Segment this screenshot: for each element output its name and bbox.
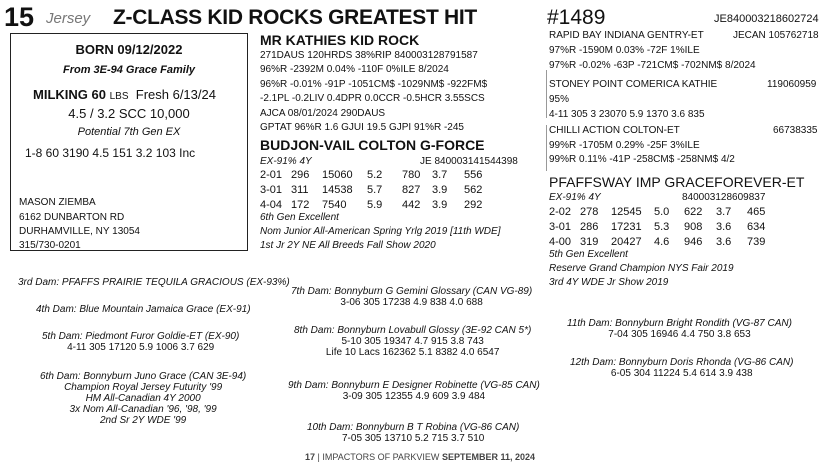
maternal-grandsire-name: CHILLI ACTION COLTON-ET <box>549 125 680 136</box>
dam-4 <box>36 304 251 315</box>
dam-title: 4th Dam: Blue Mountain Jamaica Grace (EX-91) <box>36 304 251 315</box>
divider <box>546 125 547 171</box>
maternal-granddam-record-cell: 465 <box>747 206 766 218</box>
maternal-granddam-record-cell: 20427 <box>611 236 642 248</box>
maternal-granddam-record-cell: 286 <box>580 221 599 233</box>
dam-title: 3rd Dam: PFAFFS PRAIRIE TEQUILA GRACIOUS (EX-93%) <box>18 277 290 288</box>
dam-note: Champion Royal Jersey Futurity '99 <box>64 382 223 393</box>
maternal-granddam-class: EX-91% 4Y <box>549 192 601 203</box>
publication-name: IMPACTORS OF PARKVIEW <box>322 452 440 462</box>
consignor-name: MASON ZIEMBA <box>19 197 96 208</box>
maternal-granddam-record-cell: 278 <box>580 206 599 218</box>
fresh-date: Fresh 6/13/24 <box>135 87 216 102</box>
maternal-granddam-record-cell: 3.7 <box>716 206 732 218</box>
paternal-grandsire-line: 97%R -0.02% -63P -721CM$ -702NM$ 8/2024 <box>549 60 756 71</box>
consignor-street: 6162 DUNBARTON RD <box>19 212 125 223</box>
born-date: BORN 09/12/2022 <box>75 42 183 57</box>
footer-separator: | <box>317 452 320 462</box>
maternal-granddam-record-cell: 4-00 <box>549 236 572 248</box>
page-number: 17 <box>305 452 316 462</box>
reg-number: #1489 <box>547 6 606 29</box>
dam-title: 7th Dam: Bonnyburn G Gemini Glossary (CAN VG-89) <box>291 286 533 297</box>
maternal-granddam-record-cell: 5.0 <box>654 206 670 218</box>
dam-name: BUDJON-VAIL COLTON G-FORCE <box>260 137 485 153</box>
dam-record: 7-04 305 16946 4.4 750 3.8 653 <box>608 329 751 340</box>
sire-line: GPTAT 96%R 1.6 GJUI 19.5 GJPI 91%R -245 <box>260 122 464 133</box>
dam-record-cell: 7540 <box>322 199 347 211</box>
maternal-granddam-record-cell: 3.6 <box>716 221 732 233</box>
dam-record-cell: 562 <box>464 184 483 196</box>
maternal-granddam-record-cell: 319 <box>580 236 599 248</box>
maternal-granddam-record-cell: 2-02 <box>549 206 572 218</box>
maternal-granddam-record-cell: 946 <box>684 236 703 248</box>
maternal-granddam-record-cell: 12545 <box>611 206 642 218</box>
dam-record-cell: 296 <box>291 169 310 181</box>
paternal-granddam-name: STONEY POINT COMERICA KATHIE <box>549 79 718 90</box>
dam-record-cell: 3.9 <box>432 199 448 211</box>
dam-record-cell: 5.7 <box>367 184 383 196</box>
sire-line: -2.1PL -0.2LIV 0.4DPR 0.0CCR -0.5HCR 3.55SCS <box>260 93 485 104</box>
maternal-granddam-record-cell: 3-01 <box>549 221 572 233</box>
potential: Potential 7th Gen EX <box>77 126 181 138</box>
dam-record: 3-09 305 12355 4.9 609 3.9 484 <box>342 391 486 402</box>
dam-title: 10th Dam: Bonnyburn B T Robina (VG-86 CAN) <box>307 422 520 433</box>
family: From 3E-94 Grace Family <box>62 64 196 76</box>
dam-12 <box>570 357 793 379</box>
milking-line <box>33 87 216 102</box>
dam-note: HM All-Canadian 4Y 2000 <box>85 393 201 404</box>
maternal-granddam-record-cell: 4.6 <box>654 236 670 248</box>
divider <box>546 70 547 118</box>
dam-title: 9th Dam: Bonnyburn E Designer Robinette (VG-85 CAN) <box>288 380 540 391</box>
components: 4.5 / 3.2 SCC 10,000 <box>68 106 190 121</box>
dam-5 <box>42 331 239 353</box>
dam-id: JE 840003141544398 <box>420 156 518 167</box>
milk-record: 1-8 60 3190 4.5 151 3.2 103 Inc <box>25 146 196 160</box>
breed-label: Jersey <box>46 10 91 27</box>
dam-title: 12th Dam: Bonnyburn Doris Rhonda (VG-86 CAN) <box>570 357 794 368</box>
dam-note: 2nd Sr 2Y WDE '99 <box>100 415 187 426</box>
dam-title: 8th Dam: Bonnyburn Lovabull Glossy (3E-92 CAN 5*) <box>294 325 532 336</box>
maternal-granddam-record-cell: 5.3 <box>654 221 670 233</box>
dam-6 <box>40 371 246 426</box>
dam-record-cell: 556 <box>464 169 483 181</box>
maternal-grandsire-id: 66738335 <box>773 125 818 136</box>
dam-11 <box>567 318 792 340</box>
dam-3 <box>18 277 290 288</box>
dam-record-cell: 311 <box>291 184 309 196</box>
sire-name: MR KATHIES KID ROCK <box>260 32 420 48</box>
maternal-granddam-note: 5th Gen Excellent <box>549 249 628 260</box>
paternal-granddam-id: 119060959 <box>767 79 817 90</box>
dam-note: Nom Junior All-American Spring Yrlg 2019 [11th WDE] <box>260 226 501 237</box>
paternal-granddam-line: 4-11 305 3 23070 5.9 1370 3.6 835 <box>549 109 705 120</box>
maternal-granddam-id: 840003128609837 <box>682 192 766 203</box>
dam-record-cell: 3.7 <box>432 169 448 181</box>
dam-note: 1st Jr 2Y NE All Breeds Fall Show 2020 <box>260 240 436 251</box>
dam-note: 3x Nom All-Canadian '96, '98, '99 <box>69 404 217 415</box>
paternal-grandsire-id: JECAN 105762718 <box>733 30 819 41</box>
maternal-granddam-name: PFAFFSWAY IMP GRACEFOREVER-ET <box>549 174 805 190</box>
dam-record-cell: 292 <box>464 199 483 211</box>
maternal-granddam-record-cell: 908 <box>684 221 703 233</box>
dam-record: 6-05 304 11224 5.4 614 3.9 438 <box>610 368 753 379</box>
dam-record-cell: 827 <box>402 184 421 196</box>
id-number: JE840003218602724 <box>714 13 819 25</box>
dam-9 <box>288 380 540 402</box>
lot-number: 15 <box>4 2 35 32</box>
paternal-grandsire-name: RAPID BAY INDIANA GENTRY-ET <box>549 30 704 41</box>
dam-title: 5th Dam: Piedmont Furor Goldie-ET (EX-90) <box>42 331 240 342</box>
dam-title: 6th Dam: Bonnyburn Juno Grace (CAN 3E-94) <box>40 371 247 382</box>
maternal-granddam-record-cell: 634 <box>747 221 766 233</box>
maternal-granddam-record-cell: 3.6 <box>716 236 732 248</box>
dam-title: 11th Dam: Bonnyburn Bright Rondith (VG-87 CAN) <box>567 318 792 329</box>
maternal-grandsire-line: 99%R -1705M 0.29% -25F 3%ILE <box>549 140 700 151</box>
dam-record-cell: 2-01 <box>260 169 283 181</box>
maternal-granddam-note: 3rd 4Y WDE Jr Show 2019 <box>549 277 669 288</box>
consignor-city: DURHAMVILLE, NY 13054 <box>19 226 140 237</box>
dam-record-cell: 172 <box>291 199 310 211</box>
dam-record-cell: 5.2 <box>367 169 383 181</box>
consignor-phone: 315/730-0201 <box>19 240 81 251</box>
milking-unit: LBS <box>109 91 129 102</box>
publication-date: SEPTEMBER 11, 2024 <box>441 452 535 462</box>
dam-record: 3-06 305 17238 4.9 838 4.0 688 <box>340 297 483 308</box>
sire-line: 96%R -0.01% -91P -1051CM$ -1029NM$ -922FM$ <box>260 79 488 90</box>
dam-record-cell: 442 <box>402 199 421 211</box>
milking-value: 60 <box>91 87 106 102</box>
dam-10 <box>307 422 519 444</box>
dam-record: 5-10 305 19347 4.7 915 3.8 743 <box>341 336 484 347</box>
maternal-granddam-note: Reserve Grand Champion NYS Fair 2019 <box>549 263 734 274</box>
maternal-grandsire-line: 99%R 0.11% -41P -258CM$ -258NM$ 4/2 <box>549 154 735 165</box>
info-box <box>10 33 248 251</box>
dam-record: 7-05 305 13710 5.2 715 3.7 510 <box>341 433 485 444</box>
dam-record-cell: 4-04 <box>260 199 283 211</box>
paternal-grandsire-line: 97%R -1590M 0.03% -72F 1%ILE <box>549 45 700 56</box>
dam-note: 6th Gen Excellent <box>260 212 339 223</box>
page-footer <box>0 452 840 462</box>
dam-record-cell: 3-01 <box>260 184 283 196</box>
dam-record-cell: 15060 <box>322 169 353 181</box>
animal-name: Z-CLASS KID ROCKS GREATEST HIT <box>113 6 477 29</box>
dam-8 <box>294 325 531 358</box>
dam-record-cell: 14538 <box>322 184 353 196</box>
dam-record-cell: 3.9 <box>432 184 448 196</box>
maternal-granddam-record-cell: 622 <box>684 206 703 218</box>
dam-record: 4-11 305 17120 5.9 1006 3.7 629 <box>67 342 215 353</box>
maternal-granddam-record-cell: 739 <box>747 236 766 248</box>
maternal-granddam-record-cell: 17231 <box>611 221 642 233</box>
dam-record-cell: 5.9 <box>367 199 383 211</box>
dam-record: Life 10 Lacs 162362 5.1 8382 4.0 6547 <box>325 347 500 358</box>
dam-record-cell: 780 <box>402 169 421 181</box>
dam-7 <box>291 286 532 308</box>
dam-class: EX-91% 4Y <box>260 156 312 167</box>
sire-line: 96%R -2392M 0.04% -110F 0%ILE 8/2024 <box>260 64 449 75</box>
paternal-granddam-line: 95% <box>549 94 570 105</box>
sire-line: AJCA 08/01/2024 290DAUS <box>260 108 386 119</box>
sire-line: 271DAUS 120HRDS 38%RIP 840003128791587 <box>260 50 478 61</box>
milking-label: MILKING <box>33 87 88 102</box>
